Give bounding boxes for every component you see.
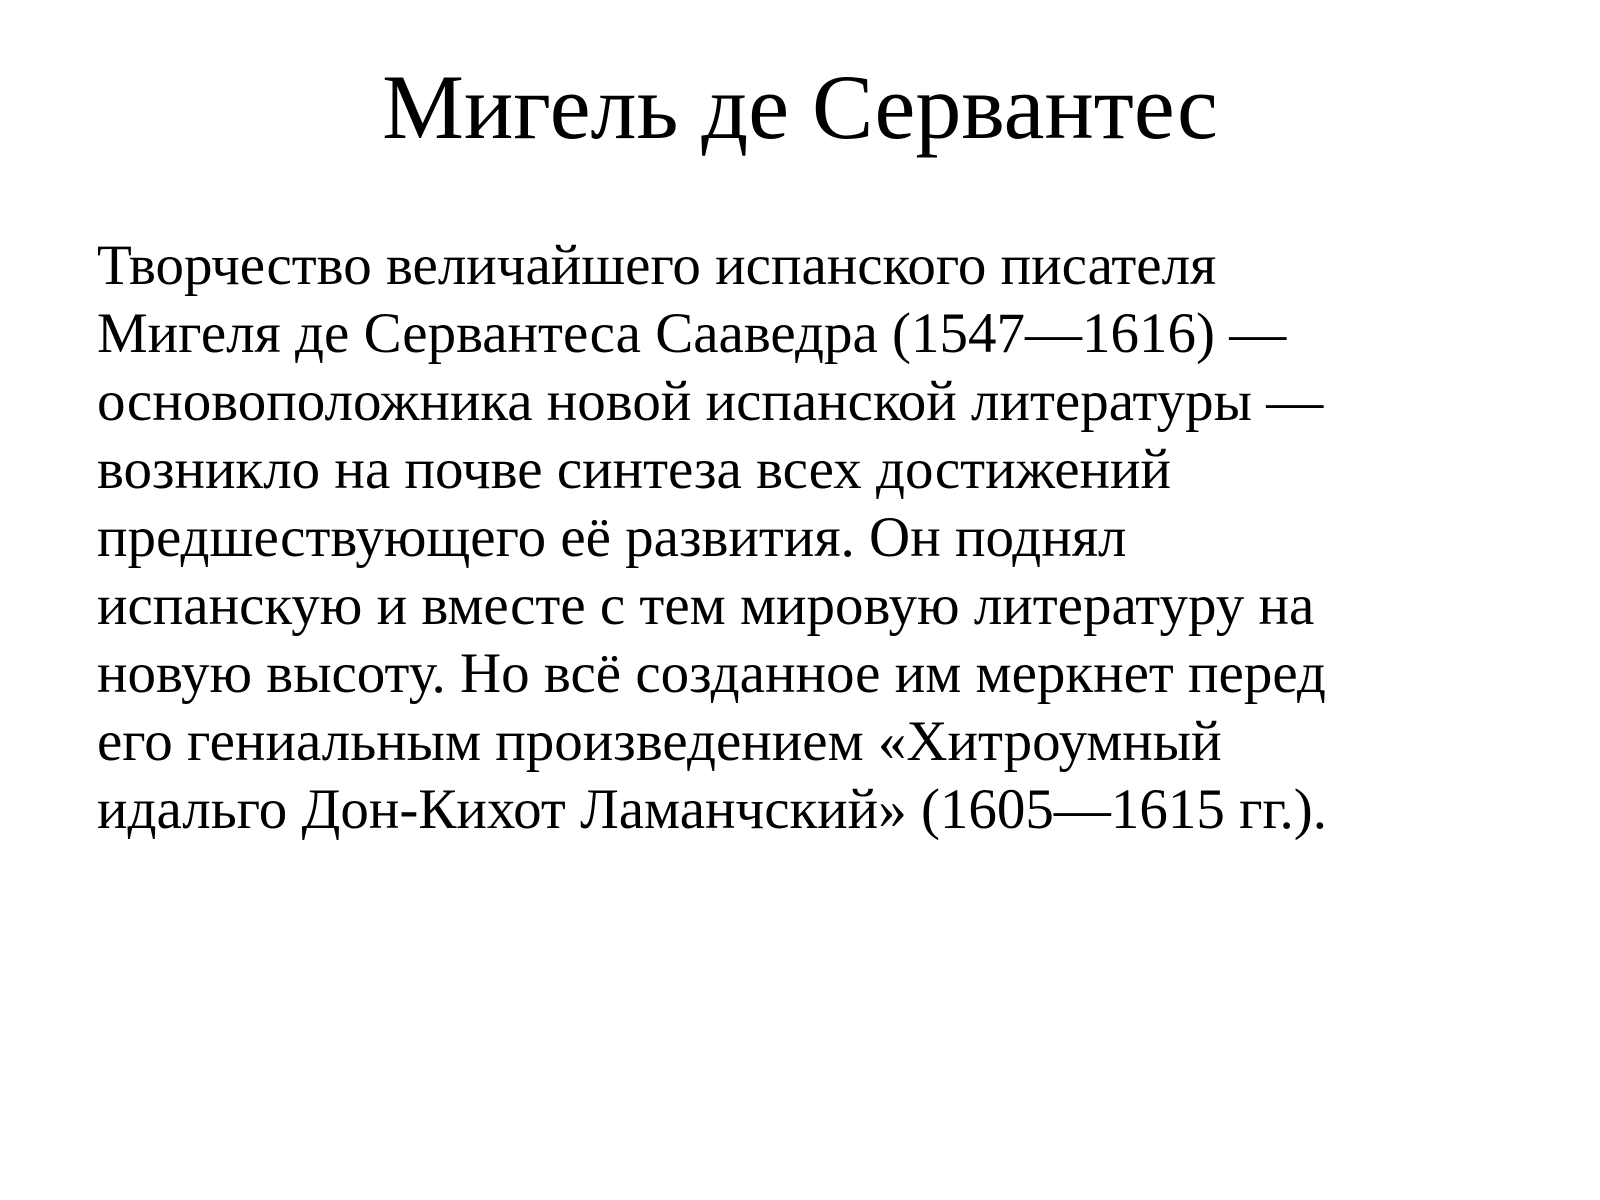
body-line: Мигеля де Сервантеса Сааведра (1547—1616) —	[97, 302, 1287, 365]
slide-body-text	[97, 232, 1537, 844]
body-line: Творчество величайшего испанского писателя	[97, 234, 1217, 297]
body-line: новую высоту. Но всё созданное им меркнет перед	[97, 642, 1326, 705]
body-line: его гениальным произведением «Хитроумный	[97, 710, 1222, 773]
body-line: основоположника новой испанской литературы —	[97, 370, 1324, 433]
body-line: идальго Дон-Кихот Ламанчский» (1605—1615 гг.).	[97, 778, 1327, 841]
body-line: испанскую и вместе с тем мировую литературу на	[97, 574, 1315, 637]
body-line: возникло на почве синтеза всех достижений	[97, 438, 1172, 501]
slide-title: Мигель де Сервантес	[382, 56, 1218, 158]
body-line: предшествующего её развития. Он поднял	[97, 506, 1127, 569]
